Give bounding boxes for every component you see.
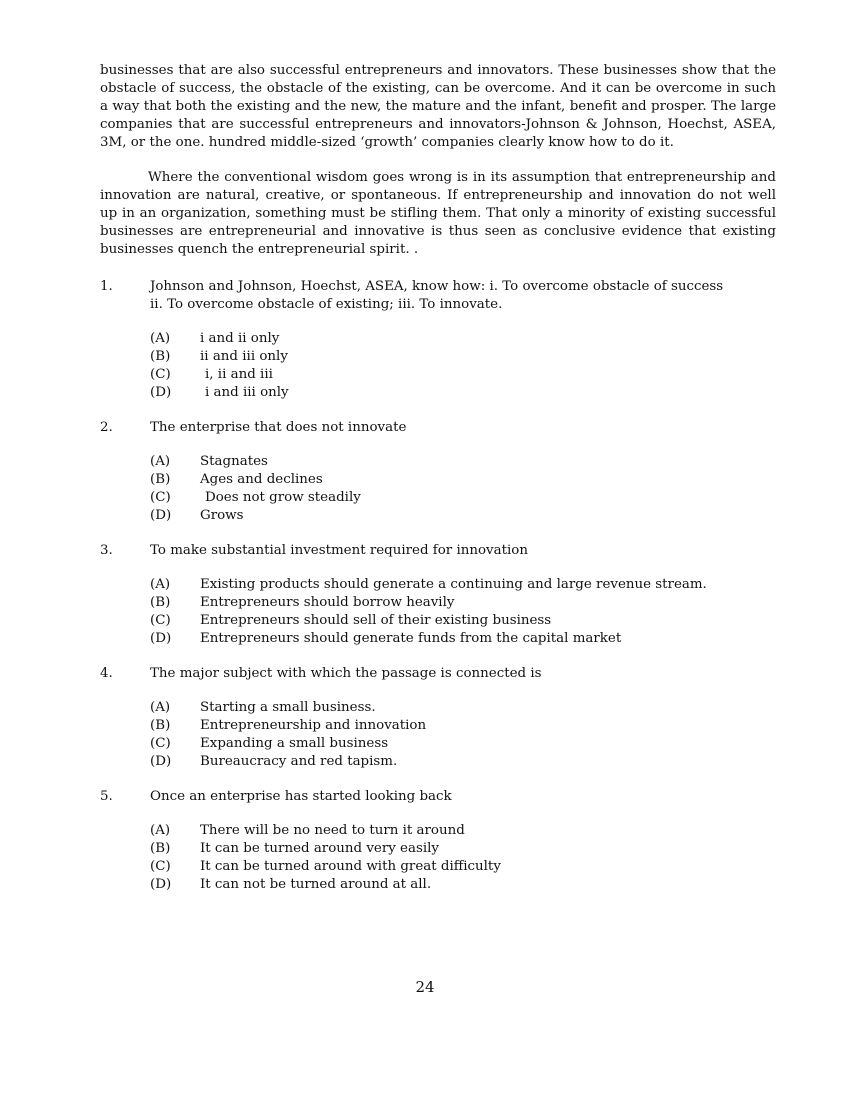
question-text: The major subject with which the passage is connected is — [150, 666, 542, 681]
question-text: Once an enterprise has started looking back — [150, 789, 452, 804]
question-text: The enterprise that does not innovate — [150, 420, 407, 435]
option-a: (A) Existing products should generate a continuing and large revenue stream. — [150, 577, 707, 592]
question-number: 5. — [100, 789, 113, 804]
option-d: (D) Entrepreneurs should generate funds from the capital market — [150, 631, 622, 646]
option-b: (B) It can be turned around very easily — [150, 841, 439, 856]
option-b: (B) Entrepreneurship and innovation — [150, 718, 427, 733]
page-number: 24 — [415, 978, 435, 996]
option-list — [150, 330, 776, 402]
option-d: (D) Grows — [150, 508, 244, 523]
option-c: (C) i, ii and iii — [150, 367, 273, 382]
option-list — [150, 453, 776, 525]
option-a: (A) There will be no need to turn it around — [150, 823, 465, 838]
question-4 — [100, 665, 776, 771]
question-text: To make substantial investment required for innovation — [150, 543, 528, 558]
question-number: 2. — [100, 420, 113, 435]
option-list — [150, 699, 776, 771]
passage-paragraph-2: Where the conventional wisdom goes wrong is in its assumption that entrepreneurship and innovation are natural, creative, or spontaneous. If entrepreneurship and innovation do not well up in an organization, something must be stifling them. That only a minority of existing successful businesses are entrepreneurial and innovative is thus seen as conclusive evidence that existing businesses quench the entrepreneurial spirit. . — [100, 170, 776, 257]
option-a: (A) Starting a small business. — [150, 700, 376, 715]
option-b: (B) ii and iii only — [150, 349, 288, 364]
passage-paragraph-1: businesses that are also successful entrepreneurs and innovators. These businesses show that the obstacle of success, the obstacle of the existing, can be overcome. And it can be overcome in such a way that both the existing and the new, the mature and the infant, benefit and prosper. The large companies that are successful entrepreneurs and innovators-Johnson & Johnson, Hoechst, ASEA, 3M, or the one. hundred middle-sized ‘growth’ companies clearly know how to do it. — [100, 63, 776, 150]
option-b: (B) Entrepreneurs should borrow heavily — [150, 595, 455, 610]
question-text: Johnson and Johnson, Hoechst, ASEA, know how: i. To overcome obstacle of success ii. To overcome obstacle of existing; iii. To innovate. — [150, 278, 776, 314]
option-a: (A) i and ii only — [150, 331, 280, 346]
option-b: (B) Ages and declines — [150, 472, 323, 487]
question-3 — [100, 542, 776, 648]
question-5 — [100, 788, 776, 894]
option-d: (D) It can not be turned around at all. — [150, 877, 432, 892]
option-c: (C) Expanding a small business — [150, 736, 389, 751]
option-d: (D) i and iii only — [150, 385, 289, 400]
question-number: 1. — [100, 279, 113, 294]
question-number: 4. — [100, 666, 113, 681]
option-c: (C) Does not grow steadily — [150, 490, 361, 505]
question-2 — [100, 419, 776, 525]
question-list — [100, 278, 776, 894]
question-text-line-2: ii. To overcome obstacle of existing; iii. To innovate. — [150, 297, 503, 312]
question-1 — [100, 278, 776, 402]
option-list — [150, 576, 776, 648]
option-a: (A) Stagnates — [150, 454, 268, 469]
question-number: 3. — [100, 543, 113, 558]
option-c: (C) Entrepreneurs should sell of their existing business — [150, 613, 552, 628]
document-page — [100, 62, 776, 911]
option-c: (C) It can be turned around with great difficulty — [150, 859, 501, 874]
option-list — [150, 822, 776, 894]
option-d: (D) Bureaucracy and red tapism. — [150, 754, 398, 769]
